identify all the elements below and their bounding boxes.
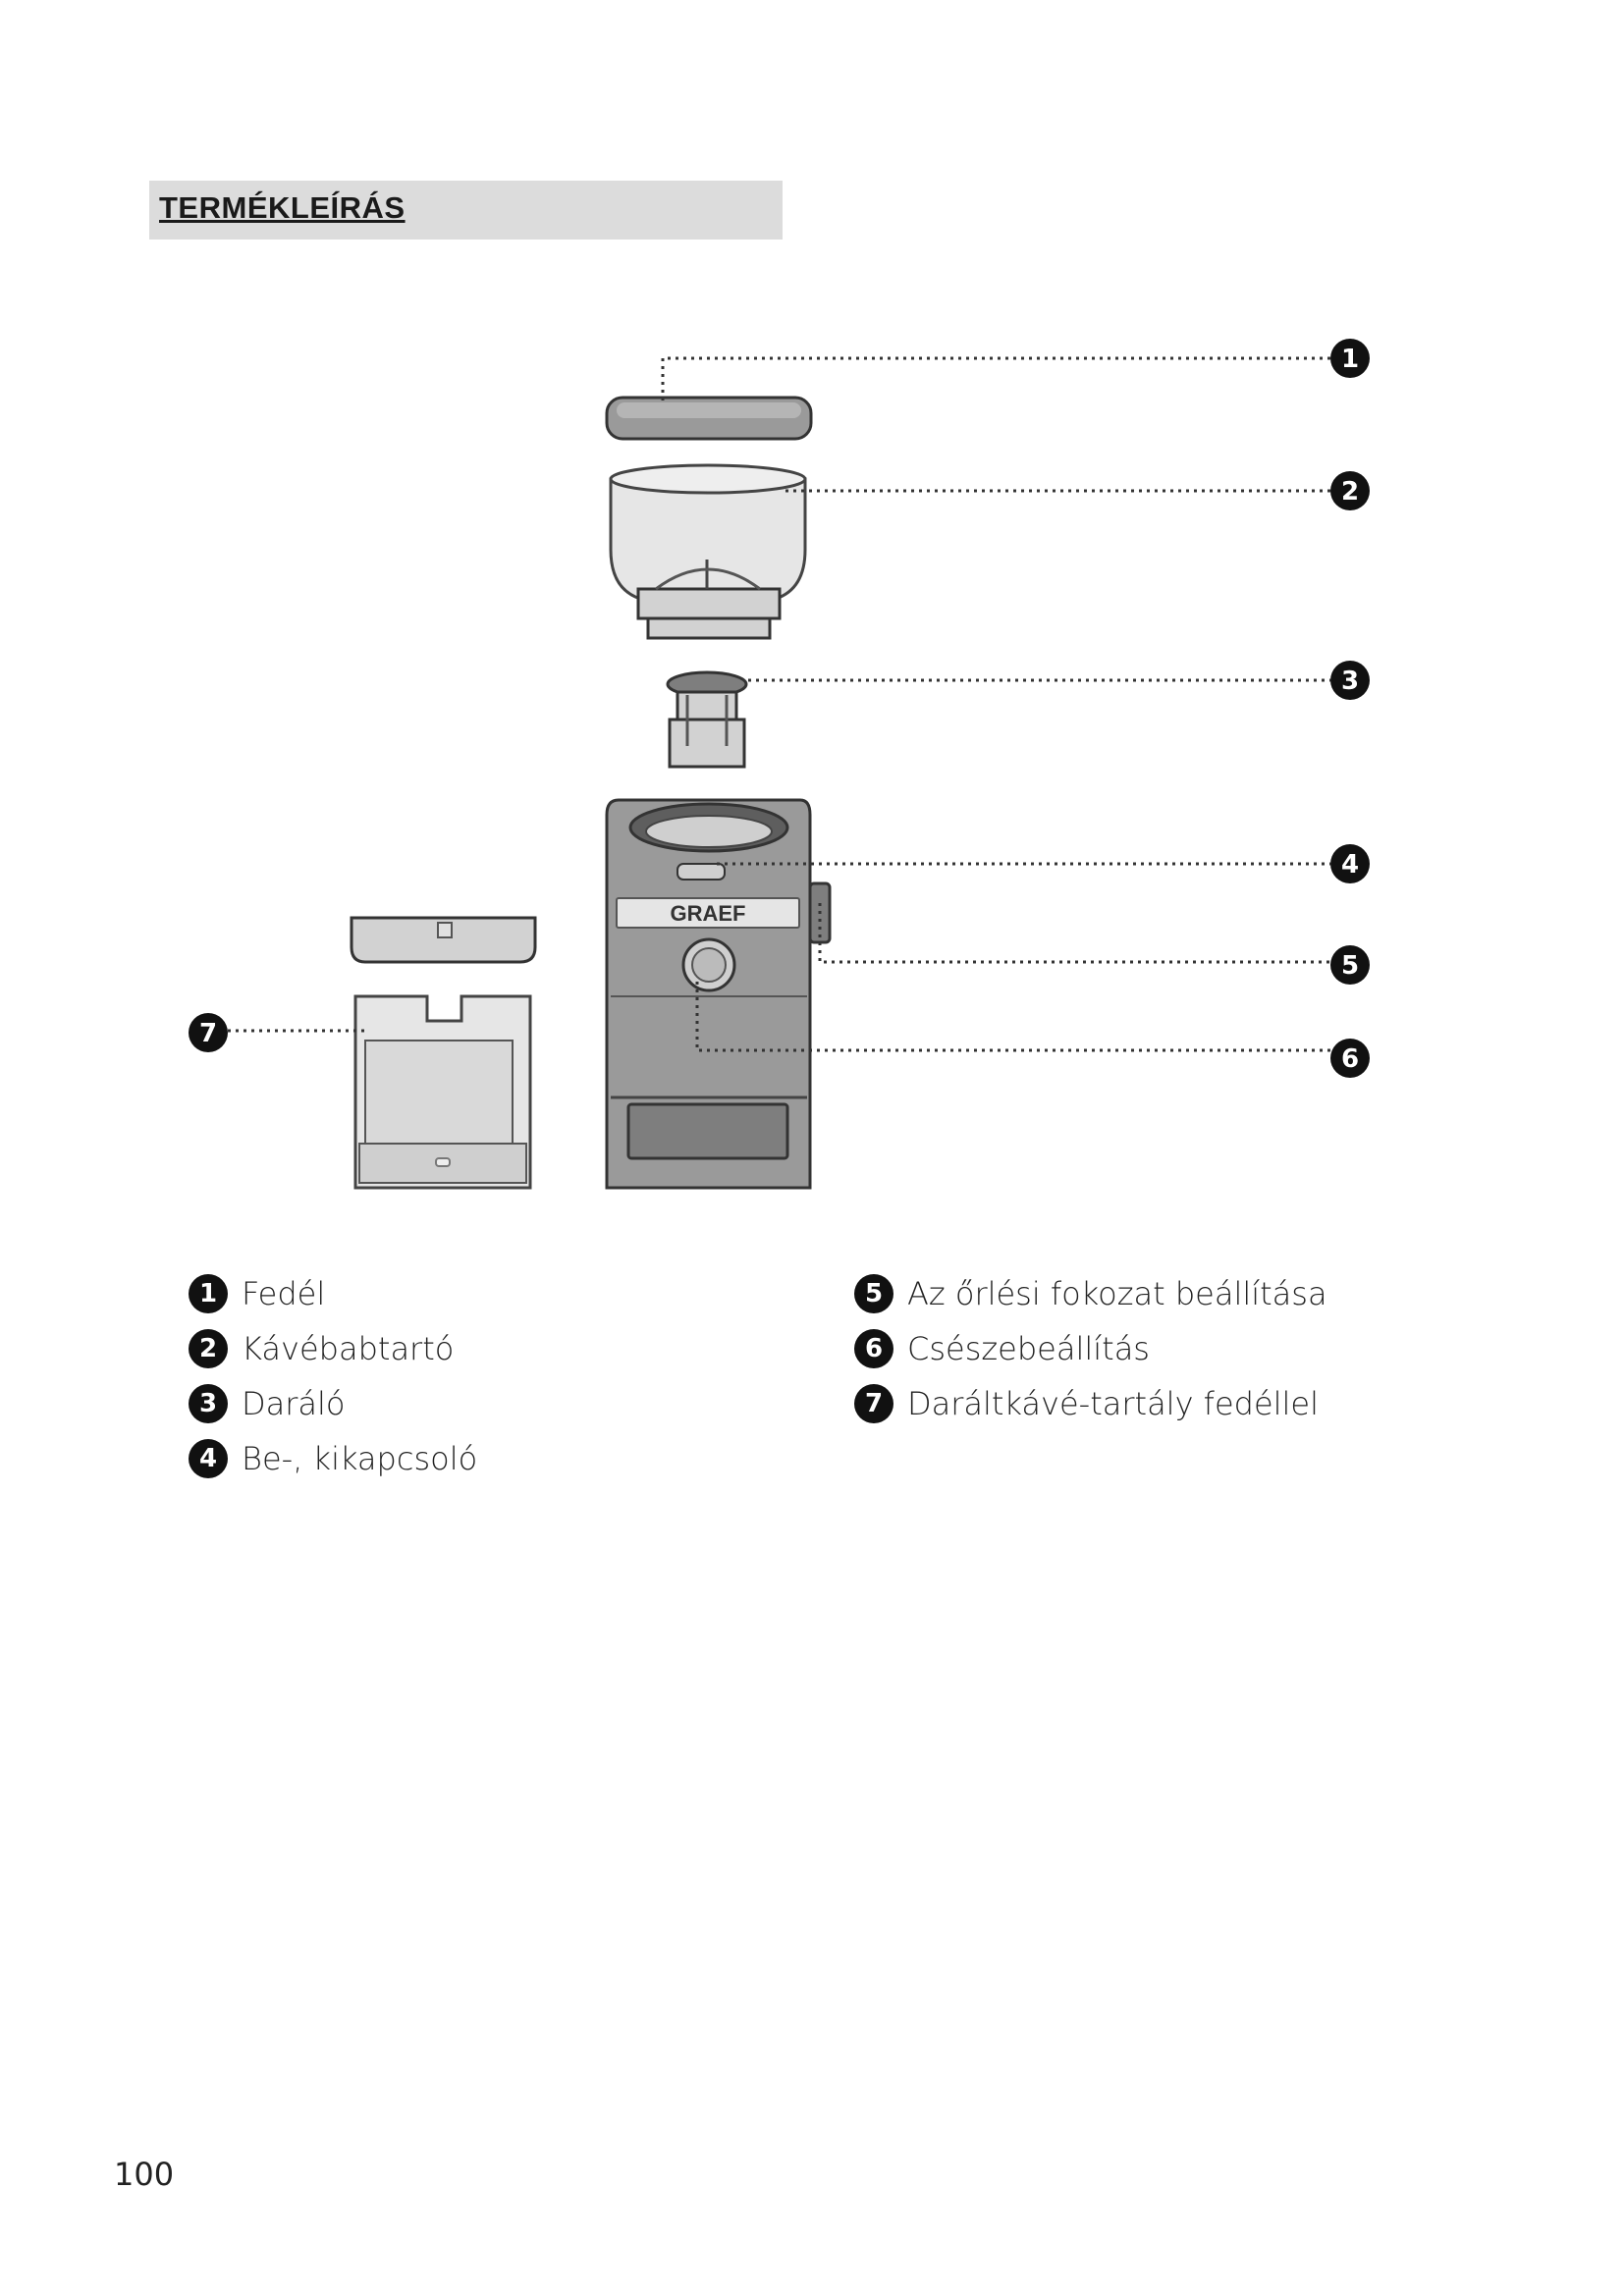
svg-text:6: 6: [1340, 1044, 1360, 1074]
legend-item: [854, 1321, 1327, 1376]
legend-label: Be-, kikapcsoló: [242, 1440, 478, 1477]
legend-label: Az őrlési fokozat beállítása: [907, 1275, 1327, 1312]
legend-label: Daráló: [242, 1385, 346, 1422]
callout-3: [1330, 661, 1370, 700]
brand-logo: GRAEF: [670, 901, 746, 926]
legend-label: Csészebeállítás: [907, 1330, 1150, 1367]
callout-7: [189, 1013, 228, 1052]
bean-container-illustration: [611, 465, 805, 638]
callout-1: [1330, 339, 1370, 378]
svg-text:5: 5: [1340, 951, 1360, 981]
lid-illustration: [607, 398, 811, 439]
legend-item: [189, 1321, 477, 1376]
svg-text:4: 4: [1340, 850, 1360, 880]
grinder-body-illustration: [607, 800, 830, 1188]
legend-item: [189, 1376, 477, 1431]
legend-item: [854, 1376, 1327, 1431]
callout-4: [1330, 844, 1370, 883]
svg-text:7: 7: [198, 1019, 218, 1048]
legend-number: 7: [854, 1384, 893, 1423]
svg-text:3: 3: [1340, 667, 1360, 696]
callout-6: [1330, 1039, 1370, 1078]
legend-number: 1: [189, 1274, 228, 1313]
legend-number: 6: [854, 1329, 893, 1368]
svg-text:2: 2: [1340, 477, 1360, 507]
legend-item: [189, 1431, 477, 1486]
legend-number: 4: [189, 1439, 228, 1478]
product-diagram: [0, 294, 1624, 1217]
legend-number: 5: [854, 1274, 893, 1313]
legend-item: [854, 1266, 1327, 1321]
ground-coffee-container-illustration: [352, 918, 535, 1188]
section-heading-bar: [149, 181, 783, 240]
legend-label: Daráltkávé-tartály fedéllel: [907, 1385, 1319, 1422]
burr-grinder-illustration: [668, 672, 746, 767]
page-number: 100: [114, 2156, 175, 2193]
leader-line-5: [820, 903, 1330, 962]
callout-5: [1330, 945, 1370, 985]
leader-line-1: [663, 358, 1330, 400]
legend-item: [189, 1266, 477, 1321]
legend-left: [189, 1266, 477, 1486]
legend-number: 3: [189, 1384, 228, 1423]
svg-text:1: 1: [1340, 345, 1360, 374]
legend-label: Kávébabtartó: [242, 1330, 455, 1367]
legend-label: Fedél: [242, 1275, 326, 1312]
legend-number: 2: [189, 1329, 228, 1368]
callout-2: [1330, 471, 1370, 510]
legend-right: [854, 1266, 1327, 1431]
section-heading: TERMÉKLEÍRÁS: [159, 190, 406, 225]
